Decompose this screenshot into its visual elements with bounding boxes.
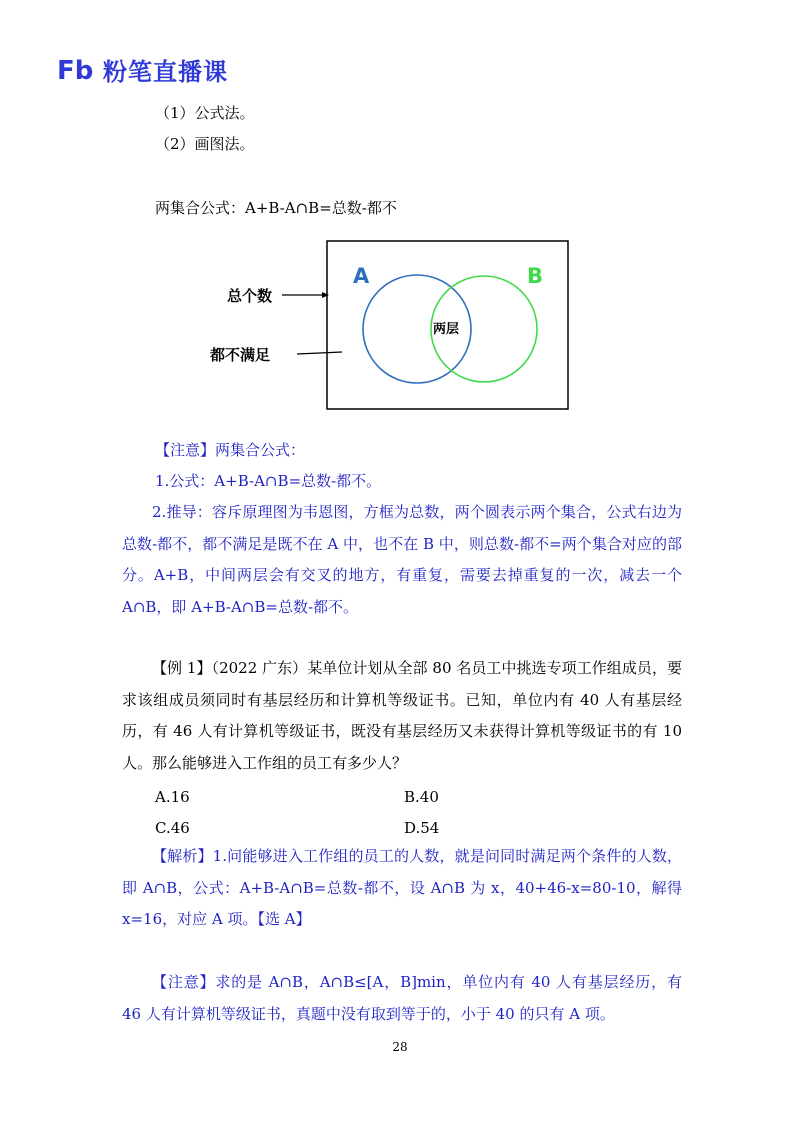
example-analysis: 【解析】1.问能够进入工作组的员工的人数，就是问同时满足两个条件的人数，即 A∩B，公式：A+B-A∩B=总数-都不，设 A∩B 为 x，40+46-x=80-10，解得 x=16，对应 A 项。【选 A】 [122, 847, 682, 928]
set-b-label: B [527, 264, 544, 288]
neither-pointer-line [297, 352, 342, 354]
neither-label: 都不满足 [210, 346, 271, 364]
svg-text:Fb: Fb [57, 55, 94, 84]
brand-name: 粉笔直播课 [103, 58, 228, 86]
method-drawing: （2）画图法。 [155, 135, 255, 153]
fb-logo-icon [57, 56, 97, 84]
brand-logo [57, 52, 228, 87]
option-a: A.16 [155, 788, 190, 806]
option-b: B.40 [404, 788, 439, 806]
venn-diagram [200, 238, 580, 413]
total-arrow-head [322, 292, 329, 298]
option-d: D.54 [404, 819, 440, 837]
note1-title: 【注意】两集合公式： [155, 441, 306, 459]
intersection-label: 两层 [432, 322, 460, 337]
formula-intro: 两集合公式：A+B-A∩B=总数-都不 [155, 199, 397, 217]
note1-item2: 2.推导：容斥原理图为韦恩图，方框为总数，两个圆表示两个集合，公式右边为总数-都不，都不满足是既不在 A 中，也不在 B 中，则总数-都不=两个集合对应的部分。A+B，中间两层会有交叉的地方，有重复，需要去掉重复的一次，减去一个 A∩B，即 A+B-A∩B=总数-都不。 [122, 503, 682, 616]
total-label: 总个数 [227, 287, 273, 305]
page-number: 28 [392, 1040, 408, 1054]
set-a-label: A [353, 264, 370, 288]
option-c: C.46 [155, 819, 190, 837]
example-question: 【例 1】（2022 广东）某单位计划从全部 80 名员工中挑选专项工作组成员，要求该组成员须同时有基层经历和计算机等级证书。已知，单位内有 40 人有基层经历，有 46 人有计算机等级证书，既没有基层经历又未获得计算机等级证书的有 10 人。那么能够进入工作组的员工有多少人？ [122, 659, 682, 772]
method-formula: （1）公式法。 [155, 104, 255, 122]
note1-item1: 1.公式：A+B-A∩B=总数-都不。 [155, 472, 382, 490]
note2: 【注意】求的是 A∩B，A∩B≤[A，B]min，单位内有 40 人有基层经历，有 46 人有计算机等级证书，真题中没有取到等于的，小于 40 的只有 A 项。 [122, 973, 682, 1023]
